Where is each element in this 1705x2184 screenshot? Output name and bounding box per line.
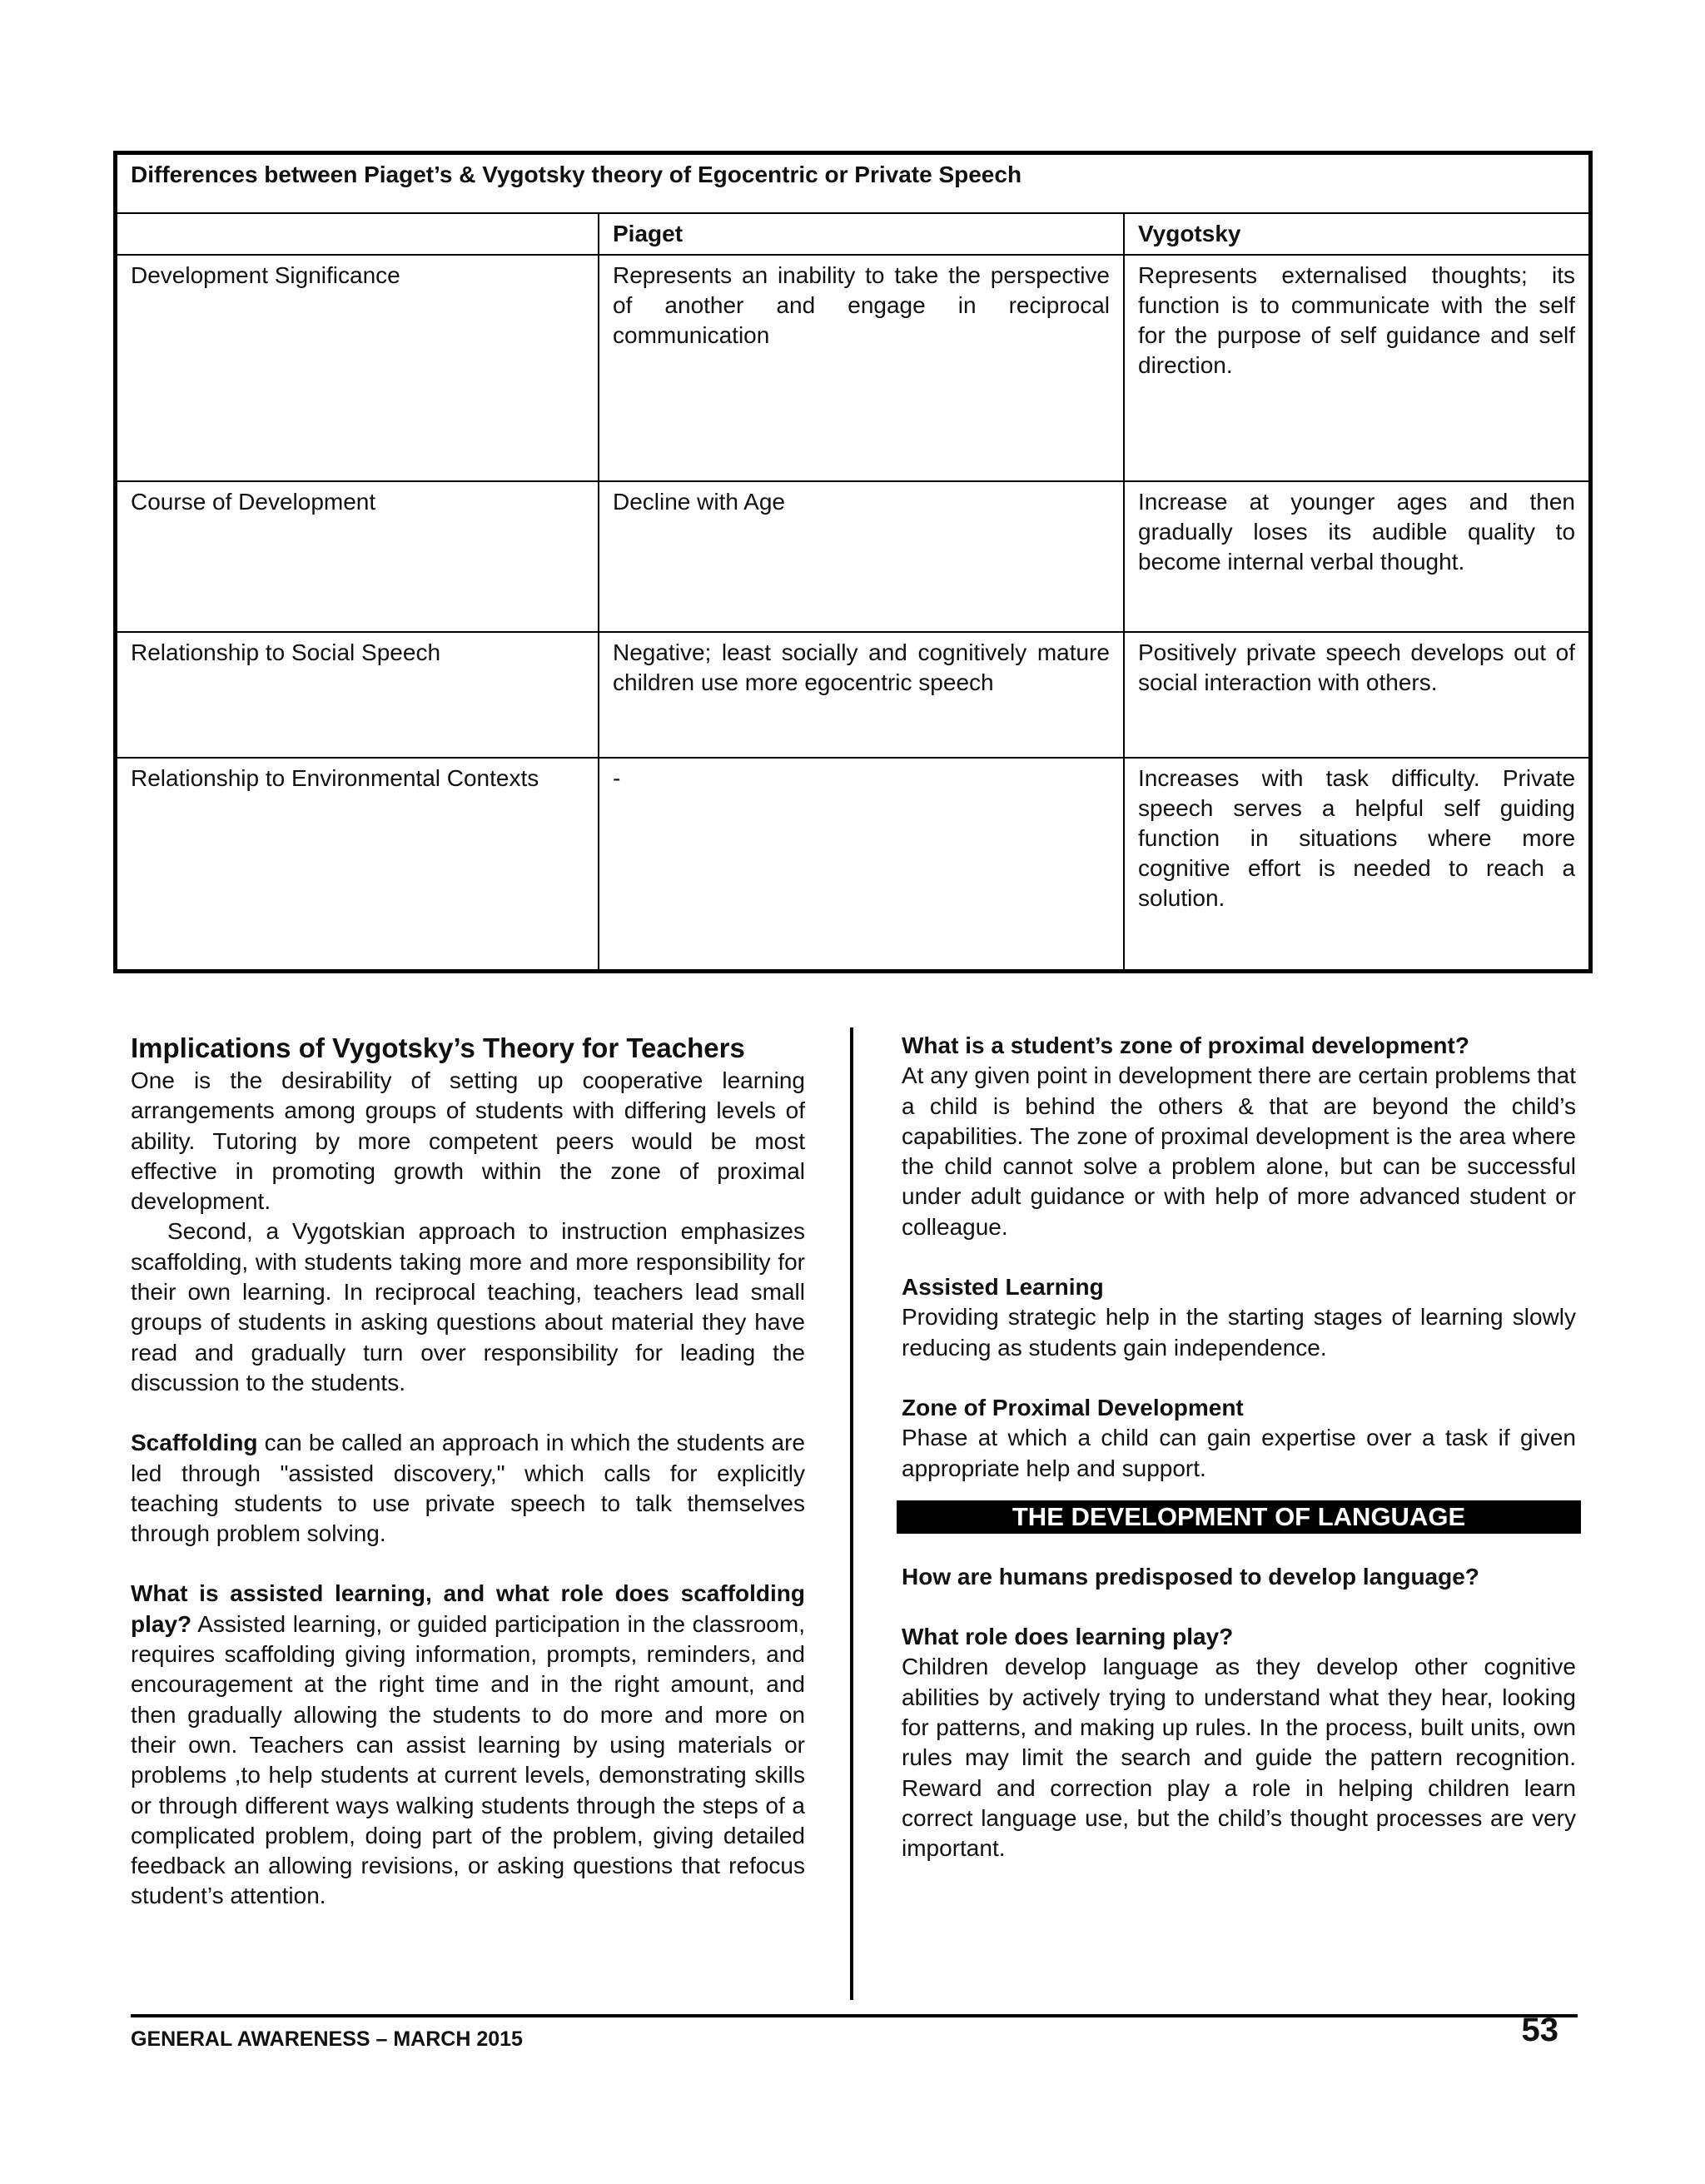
predisposed-question: How are humans predisposed to develop language?: [902, 1563, 1479, 1589]
table-header-vygotsky: Vygotsky: [1124, 213, 1588, 255]
right-column: [902, 1031, 1576, 1864]
table-row: [117, 255, 1588, 481]
scaffolding-text: can be called an approach in which the students are led through "assisted discovery," which calls for explicitly teaching students to use private speech to talk themselves through problem solving.: [131, 1430, 805, 1547]
vygotsky-cell: Positively private speech develops out of social interaction with others.: [1124, 632, 1588, 758]
learning-paragraph: Children develop language as they develop other cognitive abilities by actively trying to understand what they hear, looking for patterns, and making up rules. In the process, built units, own rules may limit the search and guide the pattern recognition. Reward and correction play a role in helping children learn correct language use, but the child’s thought processes are very important.: [902, 1654, 1576, 1862]
assisted-learning-heading: Assisted Learning: [902, 1274, 1104, 1301]
zpd-paragraph: At any given point in development there are certain problems that a child is behind the others & that are beyond the child’s capabilities. The zone of proximal development is the area where the child cannot solve a problem alone, but can be successful under adult guidance or with help of more advanced student or colleague.: [902, 1062, 1576, 1240]
row-label: Development Significance: [117, 255, 599, 481]
comparison-table: [117, 155, 1588, 969]
piaget-cell: -: [599, 758, 1124, 969]
assisted-learning-question: What is assisted learning, and what role does scaffolding play?: [131, 1580, 805, 1637]
table-row: [117, 481, 1588, 632]
footer-publication: GENERAL AWARENESS – MARCH 2015: [131, 2027, 523, 2051]
assisted-learning-text: Assisted learning, or guided participation in the classroom, requires scaffolding giving information, prompts, reminders, and encouragement at the right time and in the right amount, and then gradually allowing the students to do more and more on their own. Teachers can assist learning by using materials or problems ,to help students at current levels, demonstrating skills or through different ways walking students through the steps of a complicated problem, doing part of the problem, giving detailed feedback an allowing revisions, or asking questions that refocus student’s attention.: [131, 1610, 805, 1909]
zpd-question-heading: What is a student’s zone of proximal development?: [902, 1032, 1469, 1058]
page-number: 53: [1521, 2012, 1558, 2048]
piaget-cell: Decline with Age: [599, 481, 1124, 632]
table-caption: Differences between Piaget’s & Vygotsky theory of Egocentric or Private Speech: [117, 155, 1588, 213]
table-caption-row: [117, 155, 1588, 213]
table-header-row: [117, 213, 1588, 255]
zone-definition: Phase at which a child can gain expertise over a task if given appropriate help and support.: [902, 1425, 1576, 1481]
zone-heading: Zone of Proximal Development: [902, 1394, 1244, 1420]
scaffolding-term: Scaffolding: [131, 1430, 258, 1456]
table-header-piaget: Piaget: [599, 213, 1124, 255]
scaffolding-paragraph: [131, 1428, 805, 1549]
comparison-table-frame: [113, 151, 1593, 973]
table-row: [117, 758, 1588, 969]
assisted-learning-paragraph: [131, 1579, 805, 1911]
column-divider: [850, 1027, 853, 2000]
piaget-cell: Represents an inability to take the perspective of another and engage in reciprocal communication: [599, 255, 1124, 481]
left-column: [131, 1031, 805, 1912]
row-label: Course of Development: [117, 481, 599, 632]
vygotsky-cell: Increase at younger ages and then gradually loses its audible quality to become internal verbal thought.: [1124, 481, 1588, 632]
row-label: Relationship to Environmental Contexts: [117, 758, 599, 969]
piaget-cell: Negative; least socially and cognitively mature children use more egocentric speech: [599, 632, 1124, 758]
table-row: [117, 632, 1588, 758]
footer-rule: [131, 2014, 1578, 2017]
implications-paragraph-1: One is the desirability of setting up cooperative learning arrangements among groups of students with differing levels of ability. Tutoring by more competent peers would be most effective in promoting growth within the zone of proximal development.: [131, 1067, 805, 1215]
assisted-learning-definition: Providing strategic help in the starting stages of learning slowly reducing as students gain independence.: [902, 1304, 1576, 1361]
table-header-blank: [117, 213, 599, 255]
vygotsky-cell: Increases with task difficulty. Private speech serves a helpful self guiding function in situations where more cognitive effort is needed to reach a solution.: [1124, 758, 1588, 969]
language-section-banner: THE DEVELOPMENT OF LANGUAGE: [897, 1500, 1581, 1534]
section-heading-implications: Implications of Vygotsky’s Theory for Teachers: [131, 1032, 745, 1063]
learning-question: What role does learning play?: [902, 1624, 1234, 1650]
row-label: Relationship to Social Speech: [117, 632, 599, 758]
implications-paragraph-2: Second, a Vygotskian approach to instruction emphasizes scaffolding, with students taking more and more responsibility for their own learning. In reciprocal teaching, teachers lead small groups of students in asking questions about material they have read and gradually turn over responsibility for leading the discussion to the students.: [131, 1218, 805, 1395]
vygotsky-cell: Represents externalised thoughts; its function is to communicate with the self for the purpose of self guidance and self direction.: [1124, 255, 1588, 481]
